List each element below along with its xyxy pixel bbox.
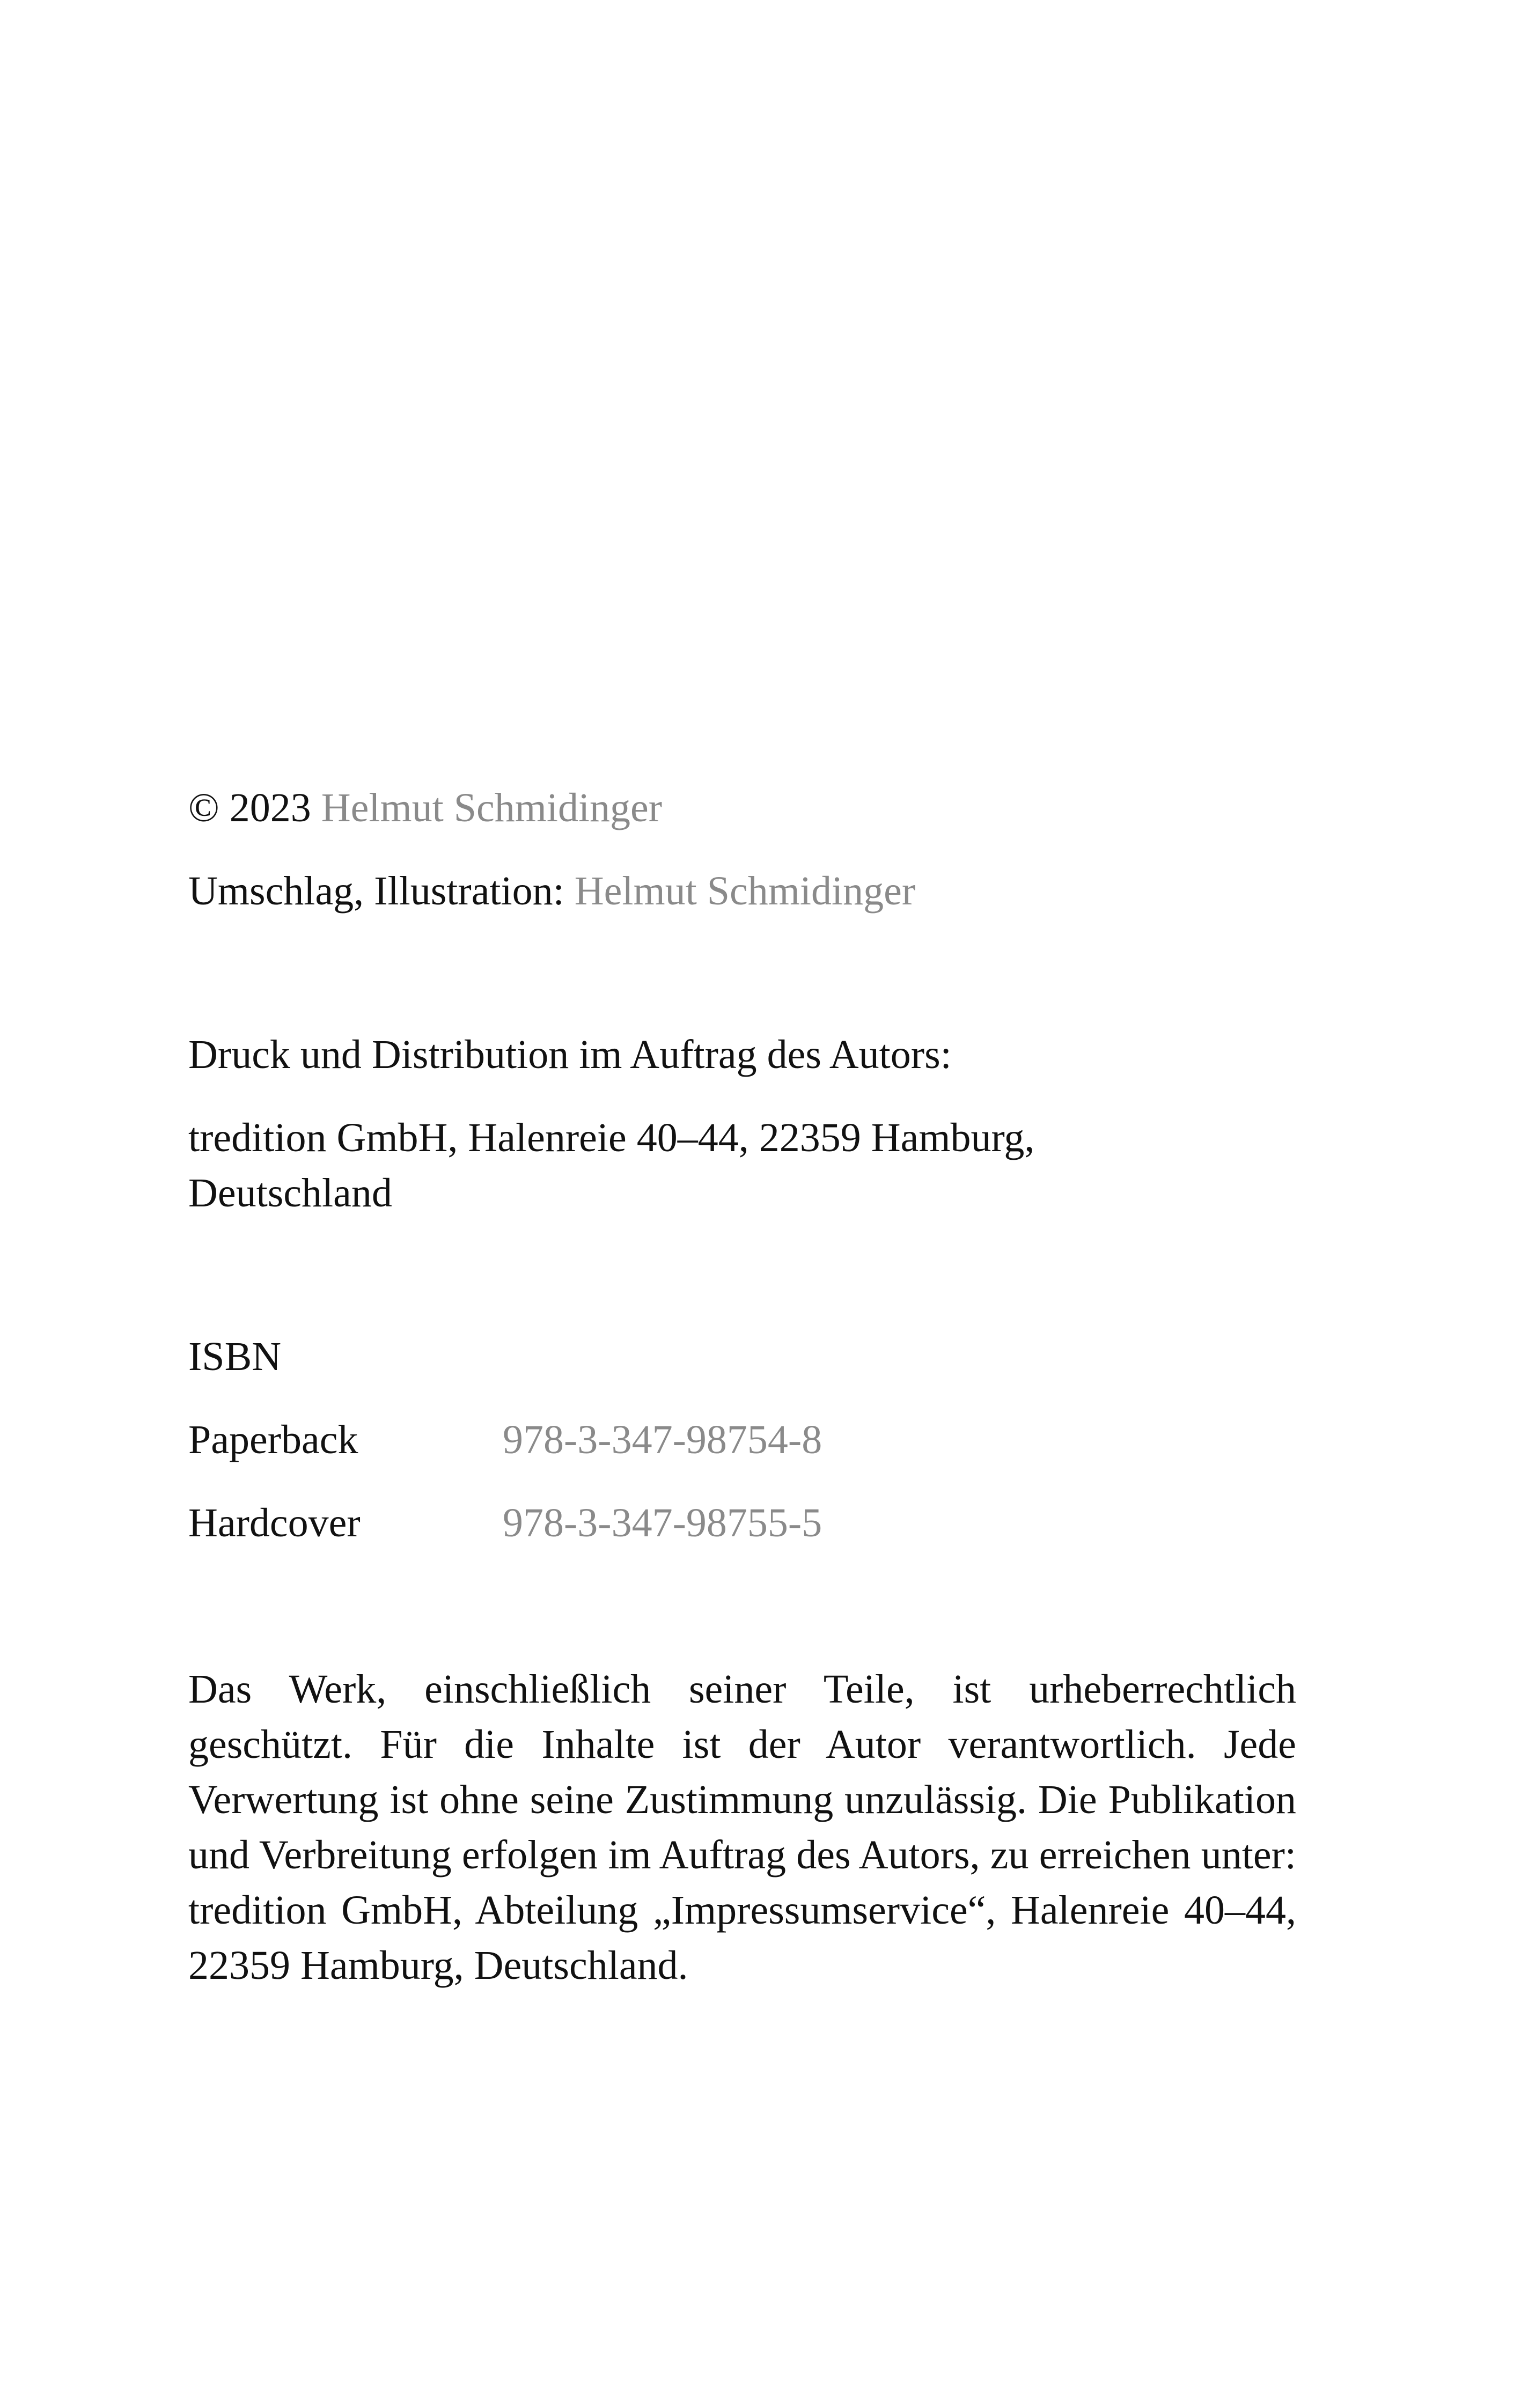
- copyright-prefix: © 2023: [188, 785, 311, 830]
- legal-notice: Das Werk, einschließlich seiner Teile, ist urheberrechtlich geschützt. Für die Inhalte ist der Autor verantwortlich. Jede Verwertung ist ohne seine Zustimmung unzulässig. Die Publikation und Verbreitung erfolgen im Auftrag des Autors, zu erreichen unter: tredition GmbH, Abteilung „Impressumservice“, Halenreie 40–44, 22359 Hamburg, Deutschland.: [188, 1667, 1296, 1988]
- isbn-number: 978-3-347-98754-8: [503, 1417, 822, 1462]
- cover-credit-name: Helmut Schmidinger: [574, 868, 916, 914]
- copyright-author: Helmut Schmidinger: [321, 785, 663, 830]
- cover-credit-label: Umschlag, Illustration:: [188, 868, 564, 914]
- isbn-format: Paperback: [188, 1417, 358, 1462]
- isbn-number: 978-3-347-98755-5: [503, 1500, 822, 1545]
- cover-credit-line: [188, 864, 1294, 919]
- isbn-label: ISBN: [188, 1334, 282, 1379]
- publisher-address: [188, 1110, 1261, 1221]
- distribution-heading: Druck und Distribution im Auftrag des Autors:: [188, 1032, 952, 1077]
- isbn-format: Hardcover: [188, 1500, 361, 1545]
- publisher-address-line-2: Deutschland: [188, 1170, 392, 1216]
- publisher-address-line-1: tredition GmbH, Halenreie 40–44, 22359 Hamburg,: [188, 1115, 1035, 1160]
- copyright-line: [188, 780, 1294, 836]
